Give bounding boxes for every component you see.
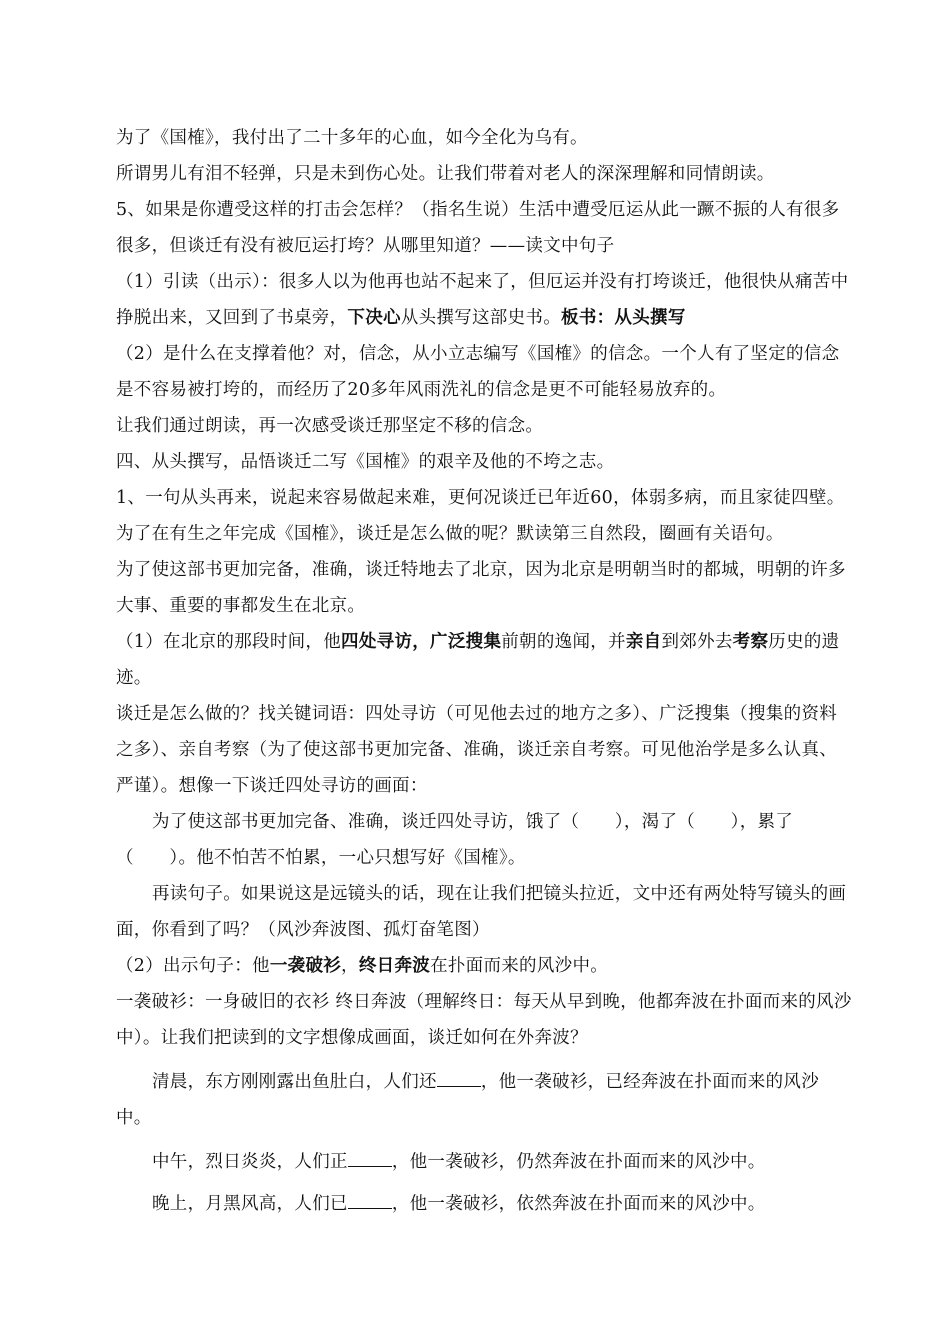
fill-in-sentence: 清晨，东方刚刚露出鱼肚白，人们还 ，他一袭破衫，已经奔波在扑面而来的风沙中。 — [116, 1064, 852, 1136]
paragraph: 1、一句从头再来，说起来容易做起来难，更何况谈迁已年近60，体弱多病，而且家徒四壁。 — [116, 488, 845, 508]
paragraph: 为了使这部书更加完备，准确，谈迁特地去了北京，因为北京是明朝当时的都城，明朝的许多大事、重要的事都发生在北京。 — [116, 560, 846, 616]
paragraph: 5、如果是你遭受这样的打击会怎样？（指名生说）生活中遭受厄运从此一蹶不振的人有很多很多，但谈迁有没有被厄运打垮？从哪里知道？——读文中句子 — [116, 200, 840, 256]
answer-blank — [348, 1148, 392, 1167]
paragraph: （2）出示句子：他一袭破衫，终日奔波在扑面而来的风沙中。 — [116, 956, 609, 976]
paragraph: 为了《国榷》，我付出了二十多年的心血，如今全化为乌有。 — [116, 128, 588, 148]
paragraph: 一袭破衫：一身破旧的衣衫 终日奔波（理解终日：每天从早到晚，他都奔波在扑面而来的风沙中）。让我们把读到的文字想像成画面，谈迁如何在外奔波？ — [116, 992, 852, 1048]
bold-text: 下决心 — [347, 308, 401, 328]
fill-in-sentence: 中午，烈日炎炎，人们正 ，他一袭破衫，仍然奔波在扑面而来的风沙中。 — [116, 1144, 852, 1180]
bold-text: 一袭破衫 — [269, 956, 342, 976]
fill-in-sentence: 晚上，月黑风高，人们已 ，他一袭破衫，依然奔波在扑面而来的风沙中。 — [116, 1186, 852, 1222]
paragraph: （2）是什么在支撑着他？对，信念，从小立志编写《国榷》的信念。一个人有了坚定的信念是不容易被打垮的，而经历了20多年风雨洗礼的信念是更不可能轻易放弃的。 — [116, 344, 840, 400]
paragraph: 为了在有生之年完成《国榷》，谈迁是怎么做的呢？默读第三自然段，圈画有关语句。 — [116, 524, 784, 544]
section-heading: 四、从头撰写，品悟谈迁二写《国榷》的艰辛及他的不垮之志。 — [116, 452, 615, 472]
bold-text: 亲自 — [625, 632, 662, 652]
bold-text: 考察 — [732, 632, 769, 652]
answer-blank — [437, 1068, 481, 1087]
paragraph: （1）在北京的那段时间，他四处寻访，广泛搜集前朝的逸闻，并亲自到郊外去考察历史的遗迹。 — [116, 632, 840, 688]
paragraph: （1）引读（出示）：很多人以为他再也站不起来了，但厄运并没有打垮谈迁，他很快从痛苦中挣脱出来，又回到了书桌旁，下决心从头撰写这部史书。板书：从头撰写 — [116, 272, 849, 328]
paragraph: 再读句子。如果说这是远镜头的话，现在让我们把镜头拉近，文中还有两处特写镜头的画面，你看到了吗？（风沙奔波图、孤灯奋笔图） — [116, 884, 847, 940]
paragraph: 所谓男儿有泪不轻弹，只是未到伤心处。让我们带着对老人的深深理解和同情朗读。 — [116, 164, 775, 184]
bold-text: 四处寻访，广泛搜集 — [341, 632, 502, 652]
paragraph: 为了使这部书更加完备、准确，谈迁四处寻访，饿了（ ），渴了（ ），累了（ ）。他不怕苦不怕累，一心只想写好《国榷》。 — [116, 812, 794, 868]
bold-text: 终日奔波 — [358, 956, 431, 976]
bold-text: 板书：从头撰写 — [561, 308, 686, 328]
answer-blank — [348, 1190, 392, 1209]
paragraph: 谈迁是怎么做的？找关键词语：四处寻访（可见他去过的地方之多）、广泛搜集（搜集的资料之多）、亲自考察（为了使这部书更加完备、准确，谈迁亲自考察。可见他治学是多么认真、严谨）。想像一下谈迁四处寻访的画面： — [116, 704, 838, 796]
paragraph: 让我们通过朗读，再一次感受谈迁那坚定不移的信念。 — [116, 416, 544, 436]
